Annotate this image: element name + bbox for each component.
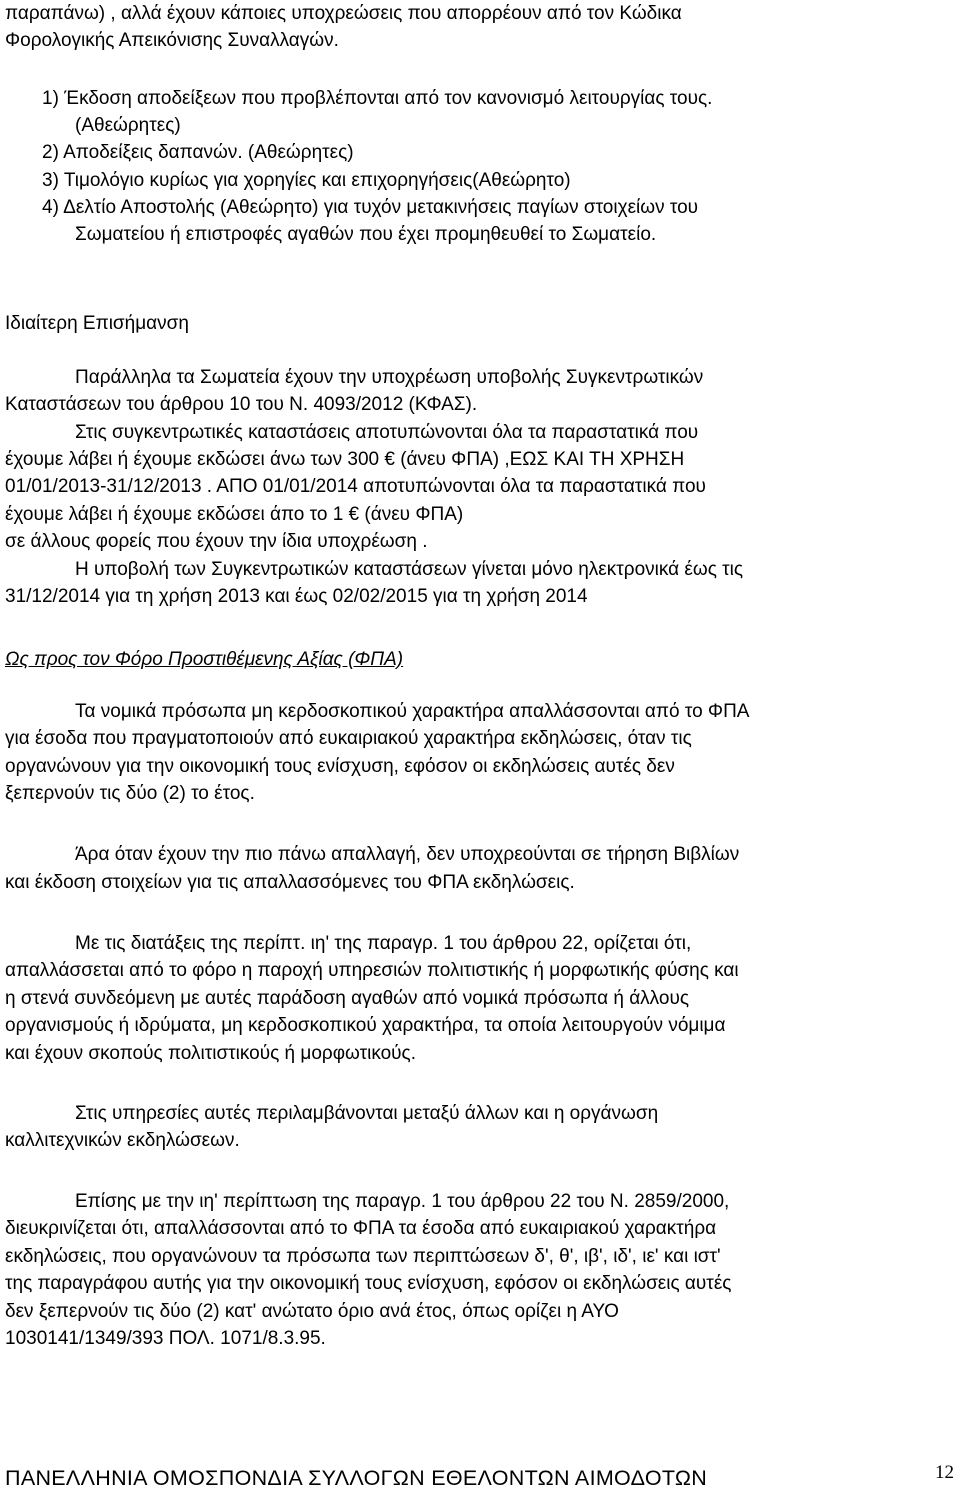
text-line: Σωματείου ή επιστροφές αγαθών που έχει προμηθευθεί το Σωματείο. <box>75 224 657 245</box>
text-line: Τα νομικά πρόσωπα μη κερδοσκοπικού χαρακτήρα απαλλάσσονται από το ΦΠΑ <box>75 701 750 722</box>
text-line: Άρα όταν έχουν την πιο πάνω απαλλαγή, δεν υποχρεούνται σε τήρηση Βιβλίων <box>75 844 740 865</box>
text-line: 01/01/2013-31/12/2013 . ΑΠΟ 01/01/2014 αποτυπώνονται όλα τα παραστατικά που <box>5 476 706 497</box>
text-line: και έχουν σκοπούς πολιτιστικούς ή μορφωτικούς. <box>5 1043 416 1064</box>
text-line: έχουμε λάβει ή έχουμε εκδώσει άπο το 1 € (άνευ ΦΠΑ) <box>5 504 464 525</box>
text-line: απαλλάσσεται από το φόρο η παροχή υπηρεσιών πολιτιστικής ή μορφωτικής φύσης και <box>5 960 739 981</box>
section-heading: Ως προς τον Φόρο Προστιθέμενης Αξίας (ΦΠΑ) <box>5 649 404 670</box>
footer-title: ΠΑΝΕΛΛΗΝΙΑ ΟΜΟΣΠΟΝΔΙΑ ΣΥΛΛΟΓΩΝ ΕΘΕΛΟΝΤΩΝ ΑΙΜΟΔΟΤΩΝ <box>5 1466 708 1490</box>
text-line: (Αθεώρητες) <box>75 115 181 136</box>
text-line: δεν ξεπερνούν τις δύο (2) κατ' ανώτατο όριο ανά έτος, όπως ορίζει η ΑΥΟ <box>5 1301 619 1322</box>
text-line: 4) Δελτίο Αποστολής (Αθεώρητο) για τυχόν μετακινήσεις παγίων στοιχείων του <box>42 197 699 218</box>
text-line: και έκδοση στοιχείων για τις απαλλασσόμενες του ΦΠΑ εκδηλώσεις. <box>5 872 575 893</box>
text-line: Στις συγκεντρωτικές καταστάσεις αποτυπώνονται όλα τα παραστατικά που <box>75 422 699 443</box>
text-line: διευκρινίζεται ότι, απαλλάσσονται από το ΦΠΑ τα έσοδα από ευκαιριακού χαρακτήρα <box>5 1218 717 1239</box>
text-line: Παράλληλα τα Σωματεία έχουν την υποχρέωση υποβολής Συγκεντρωτικών <box>75 367 704 388</box>
text-line: 1030141/1349/393 ΠΟΛ. 1071/8.3.95. <box>5 1328 326 1349</box>
text-line: σε άλλους φορείς που έχουν την ίδια υποχρέωση . <box>5 531 428 552</box>
text-line: η στενά συνδεόμενη με αυτές παράδοση αγαθών από νομικά πρόσωπα ή άλλους <box>5 988 690 1009</box>
text-line: 3) Τιμολόγιο κυρίως για χορηγίες και επιχορηγήσεις(Αθεώρητο) <box>42 170 571 191</box>
text-line: έχουμε λάβει ή έχουμε εκδώσει άνω των 300 € (άνευ ΦΠΑ) ,ΕΩΣ ΚΑΙ ΤΗ ΧΡΗΣΗ <box>5 449 685 470</box>
text-line: Φορολογικής Απεικόνισης Συναλλαγών. <box>5 30 339 51</box>
text-line: Η υποβολή των Συγκεντρωτικών καταστάσεων γίνεται μόνο ηλεκτρονικά έως τις <box>75 559 744 580</box>
text-line: 31/12/2014 για τη χρήση 2013 και έως 02/02/2015 για τη χρήση 2014 <box>5 586 588 607</box>
text-line: 2) Αποδείξεις δαπανών. (Αθεώρητες) <box>42 142 354 163</box>
text-line: Καταστάσεων του άρθρου 10 του Ν. 4093/2012 (ΚΦΑΣ). <box>5 394 478 415</box>
text-line: Επίσης με την ιη' περίπτωση της παραγρ. 1 του άρθρου 22 του Ν. 2859/2000, <box>75 1191 730 1212</box>
text-line: για έσοδα που πραγματοποιούν από ευκαιριακού χαρακτήρα εκδηλώσεις, όταν τις <box>5 728 692 749</box>
text-line: Με τις διατάξεις της περίπτ. ιη' της παραγρ. 1 του άρθρου 22, ορίζεται ότι, <box>75 933 692 954</box>
text-line: οργανώνουν για την οικονομική τους ενίσχυση, εφόσον οι εκδηλώσεις αυτές δεν <box>5 756 675 777</box>
text-line: 1) Έκδοση αποδείξεων που προβλέπονται από τον κανονισμό λειτουργίας τους. <box>42 88 713 109</box>
text-line: ξεπερνούν τις δύο (2) το έτος. <box>5 783 255 804</box>
text-line: Στις υπηρεσίες αυτές περιλαμβάνονται μεταξύ άλλων και η οργάνωση <box>75 1103 659 1124</box>
text-line: παραπάνω) , αλλά έχουν κάποιες υποχρεώσεις που απορρέουν από τον Κώδικα <box>5 3 682 24</box>
text-line: καλλιτεχνικών εκδηλώσεων. <box>5 1130 240 1151</box>
text-line: οργανισμούς ή ιδρύματα, μη κερδοσκοπικού χαρακτήρα, τα οποία λειτουργούν νόμιμα <box>5 1015 726 1036</box>
text-line: εκδηλώσεις, που οργανώνουν τα πρόσωπα των περιπτώσεων δ', θ', ιβ', ιδ', ιε' και ιστ' <box>5 1246 721 1267</box>
text-line: της παραγράφου αυτής για την οικονομική τους ενίσχυση, εφόσον οι εκδηλώσεις αυτές <box>5 1273 732 1294</box>
page-number: 12 <box>935 1462 954 1483</box>
text-line: Ιδιαίτερη Επισήμανση <box>5 313 189 334</box>
